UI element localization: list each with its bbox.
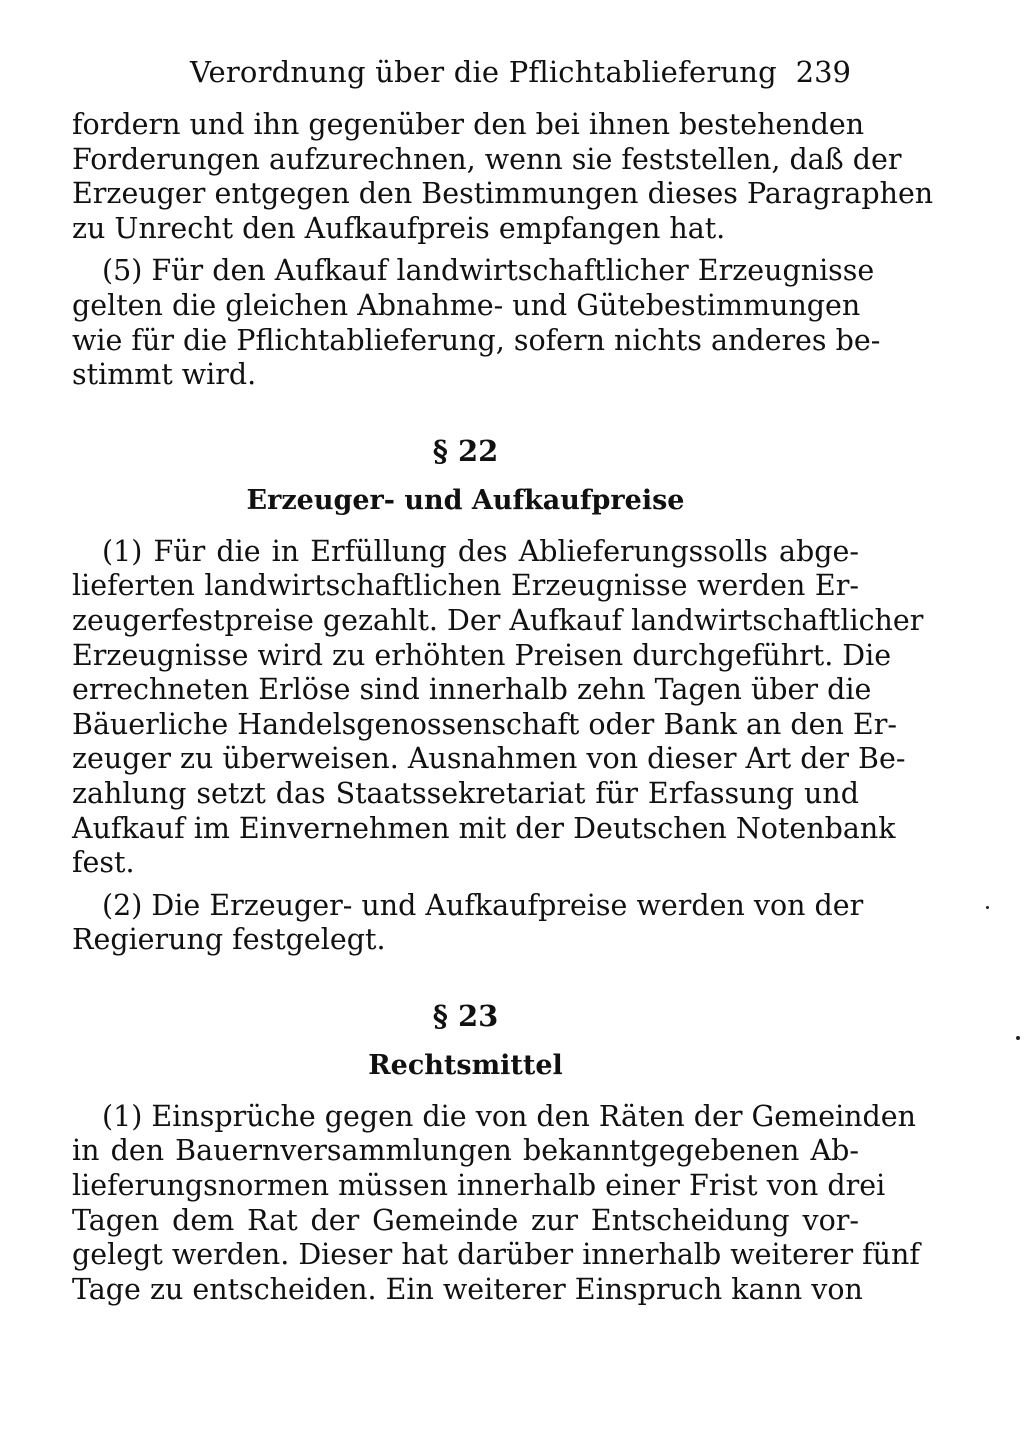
- running-title: Verordnung über die Pflichtablieferung: [190, 55, 777, 89]
- text-line: Forderungen aufzurechnen, wenn sie feststellen, daß der: [72, 142, 902, 176]
- text-line: Aufkauf im Einvernehmen mit der Deutschen Notenbank: [72, 811, 896, 845]
- text-line: fordern und ihn gegenüber den bei ihnen bestehenden: [72, 108, 865, 141]
- print-speck: [1016, 1036, 1020, 1040]
- page: [72, 50, 934, 1315]
- text-line: (1) Einsprüche gegen die von den Räten der Gemeinden: [102, 1099, 917, 1133]
- text-line: zeuger zu überweisen. Ausnahmen von dieser Art der Be-: [72, 742, 906, 776]
- text-line: Regierung festgelegt.: [72, 923, 386, 957]
- text-line: stimmt wird.: [72, 358, 257, 392]
- text-line: in den Bauernversammlungen bekanntgegebenen Ab-: [72, 1134, 859, 1168]
- section-23-paragraph-1: [72, 1099, 920, 1308]
- text-line: wie für die Pflichtablieferung, sofern nichts anderes be-: [72, 323, 881, 357]
- text-line: Bäuerliche Handelsgenossenschaft oder Bank an den Er-: [72, 707, 897, 741]
- text-line: gelten die gleichen Abnahme- und Gütebestimmungen: [72, 288, 861, 322]
- running-header: [72, 50, 859, 94]
- text-line: lieferungsnormen müssen innerhalb einer Frist von drei: [72, 1169, 886, 1203]
- section-22-paragraph-2: [72, 888, 864, 958]
- text-line: (5) Für den Aufkauf landwirtschaftlicher Erzeugnisse: [102, 254, 875, 288]
- section-number-22: § 22: [432, 433, 499, 468]
- text-line: zeugerfestpreise gezahlt. Der Aufkauf landwirtschaftlicher: [72, 603, 924, 637]
- text-line: (1) Für die in Erfüllung des Ablieferungssolls abge-: [102, 534, 859, 568]
- paragraph-5: [72, 254, 881, 392]
- text-line: Erzeuger entgegen den Bestimmungen dieses Paragraphen: [72, 177, 934, 211]
- text-line: lieferten landwirtschaftlichen Erzeugnisse werden Er-: [72, 569, 859, 603]
- print-speck: [986, 906, 989, 909]
- section-title-23: Rechtsmittel: [368, 1049, 563, 1081]
- page-number: 239: [795, 55, 851, 89]
- paragraph-continued: [72, 108, 934, 246]
- text-line: fest.: [72, 846, 135, 880]
- section-title-22: Erzeuger- und Aufkaufpreise: [246, 484, 685, 516]
- text-line: Tagen dem Rat der Gemeinde zur Entscheidung vor-: [72, 1203, 859, 1237]
- text-line: gelegt werden. Dieser hat darüber innerhalb weiterer fünf: [72, 1238, 920, 1272]
- text-line: zahlung setzt das Staatssekretariat für Erfassung und: [72, 776, 859, 810]
- section-number-23: § 23: [432, 998, 499, 1033]
- text-line: Erzeugnisse wird zu erhöhten Preisen durchgeführt. Die: [72, 638, 892, 672]
- section-22-paragraph-1: [72, 534, 924, 881]
- text-line: Tage zu entscheiden. Ein weiterer Einspruch kann von: [72, 1272, 863, 1306]
- text-line: zu Unrecht den Aufkaufpreis empfangen hat.: [72, 211, 726, 245]
- text-line: (2) Die Erzeuger- und Aufkaufpreise werden von der: [102, 888, 864, 922]
- text-line: errechneten Erlöse sind innerhalb zehn Tagen über die: [72, 673, 872, 707]
